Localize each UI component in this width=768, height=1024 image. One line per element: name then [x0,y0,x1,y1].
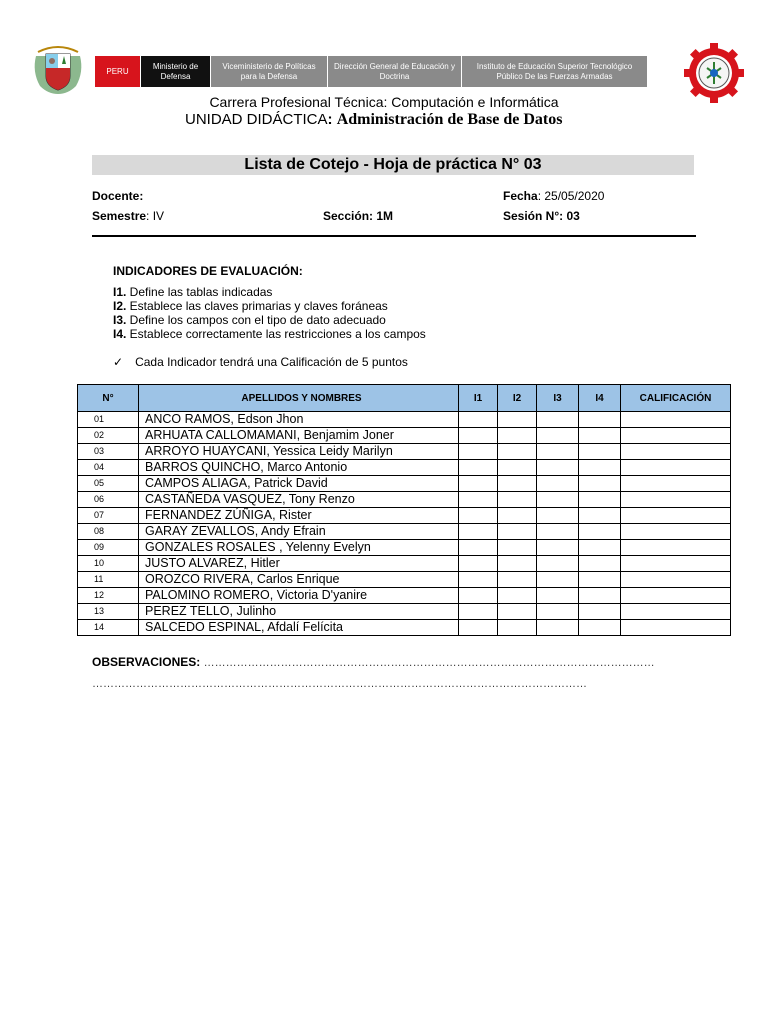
row-calificacion[interactable] [621,476,731,492]
col-header-i2: I2 [498,385,537,412]
banner-viceministerio: Viceministerio de Políticas para la Defensa [211,56,328,87]
docente-label: Docente: [92,189,144,203]
career-title: Carrera Profesional Técnica: Computación e Informática [209,94,559,110]
col-header-i4: I4 [579,385,621,412]
row-calificacion[interactable] [621,444,731,460]
row-i3[interactable] [537,428,579,444]
row-name: ARHUATA CALLOMAMANI, Benjamim Joner [139,428,459,444]
row-calificacion[interactable] [621,412,731,428]
row-number: 09 [78,540,139,556]
row-i4[interactable] [579,476,621,492]
table-row [78,588,731,604]
row-i3[interactable] [537,540,579,556]
checkmark-icon: ✓ [113,355,124,369]
table-row [78,620,731,636]
row-i2[interactable] [498,540,537,556]
row-number: 02 [78,428,139,444]
row-i2[interactable] [498,428,537,444]
row-i1[interactable] [459,444,498,460]
row-calificacion[interactable] [621,492,731,508]
sesion-value: : 03 [559,209,580,223]
row-calificacion[interactable] [621,508,731,524]
row-i2[interactable] [498,572,537,588]
row-i1[interactable] [459,412,498,428]
row-number: 08 [78,524,139,540]
row-i3[interactable] [537,508,579,524]
col-header-i3: I3 [537,385,579,412]
row-i4[interactable] [579,572,621,588]
banner-ministerio: Ministerio de Defensa [141,56,211,87]
row-i3[interactable] [537,604,579,620]
row-name: SALCEDO ESPINAL, Afdalí Felícita [139,620,459,636]
row-i2[interactable] [498,412,537,428]
col-header-calificacion: CALIFICACIÓN [621,385,731,412]
table-row [78,604,731,620]
seccion-label: Sección [323,209,370,223]
students-table [77,384,731,636]
banner-peru: PERU [95,56,141,87]
indicators-title: INDICADORES DE EVALUACIÓN: [113,264,303,278]
row-i2[interactable] [498,508,537,524]
indicator-3: I3. Define los campos con el tipo de dato adecuado [113,313,386,327]
semestre-field [92,209,164,223]
row-i2[interactable] [498,556,537,572]
row-name: CAMPOS ALIAGA, Patrick David [139,476,459,492]
row-i4[interactable] [579,444,621,460]
document-title: Lista de Cotejo - Hoja de práctica N° 03 [92,155,694,175]
row-number: 03 [78,444,139,460]
row-i2[interactable] [498,492,537,508]
indicator-4: I4. Establece correctamente las restricciones a los campos [113,327,426,341]
row-i1[interactable] [459,524,498,540]
col-header-i1: I1 [459,385,498,412]
seccion-value: : 1M [369,209,394,223]
row-i1[interactable] [459,492,498,508]
row-number: 06 [78,492,139,508]
observaciones-dots: …………………………………………………………………………………………………………… [203,657,655,669]
row-i2[interactable] [498,620,537,636]
unit-label: UNIDAD DIDÁCTICA [185,111,328,128]
row-i2[interactable] [498,476,537,492]
fecha-value: : 25/05/2020 [537,189,605,203]
row-name: GARAY ZEVALLOS, Andy Efrain [139,524,459,540]
row-i1[interactable] [459,428,498,444]
row-i3[interactable] [537,524,579,540]
row-i4[interactable] [579,540,621,556]
row-i4[interactable] [579,492,621,508]
row-i2[interactable] [498,604,537,620]
table-row [78,540,731,556]
row-i1[interactable] [459,476,498,492]
table-row [78,444,731,460]
row-calificacion[interactable] [621,604,731,620]
banner-direccion: Dirección General de Educación y Doctrina [328,56,462,87]
institution-banner [95,56,648,87]
row-i3[interactable] [537,620,579,636]
unit-line: UNIDAD DIDÁCTICA: Administración de Base de Datos [185,111,563,128]
coat-of-arms-icon [32,42,84,96]
row-calificacion[interactable] [621,620,731,636]
table-row [78,428,731,444]
table-header-row [78,385,731,412]
row-i4[interactable] [579,428,621,444]
table-row [78,508,731,524]
row-calificacion[interactable] [621,540,731,556]
row-i3[interactable] [537,412,579,428]
row-name: ARROYO HUAYCANI, Yessica Leidy Marilyn [139,444,459,460]
row-name: GONZALES ROSALES , Yelenny Evelyn [139,540,459,556]
row-name: JUSTO ALVAREZ, Hitler [139,556,459,572]
row-name: PEREZ TELLO, Julinho [139,604,459,620]
row-i2[interactable] [498,524,537,540]
row-i1[interactable] [459,460,498,476]
row-i4[interactable] [579,460,621,476]
row-i4[interactable] [579,412,621,428]
banner-instituto: Instituto de Educación Superior Tecnológico Público De las Fuerzas Armadas [462,56,648,87]
sesion-label: Sesión N° [503,209,560,223]
row-i4[interactable] [579,604,621,620]
row-calificacion[interactable] [621,588,731,604]
observaciones-line [92,655,655,669]
observaciones-dots-2: ……………………………………………………………………………………………………………………… [92,678,587,690]
observaciones-label: OBSERVACIONES: [92,655,201,669]
row-number: 01 [78,412,139,428]
table-row [78,412,731,428]
row-calificacion[interactable] [621,460,731,476]
row-calificacion[interactable] [621,524,731,540]
row-i2[interactable] [498,444,537,460]
row-number: 14 [78,620,139,636]
note-line [113,355,408,369]
seccion-field [323,209,393,223]
fecha-field [503,189,604,203]
col-header-name: APELLIDOS Y NOMBRES [139,385,459,412]
row-i4[interactable] [579,508,621,524]
row-i4[interactable] [579,556,621,572]
row-i1[interactable] [459,556,498,572]
table-row [78,524,731,540]
row-name: CASTAÑEDA VASQUEZ, Tony Renzo [139,492,459,508]
row-number: 11 [78,572,139,588]
row-i1[interactable] [459,572,498,588]
row-i4[interactable] [579,524,621,540]
row-number: 10 [78,556,139,572]
unit-value: Administración de Base de Datos [336,111,563,128]
row-calificacion[interactable] [621,556,731,572]
row-number: 07 [78,508,139,524]
row-i1[interactable] [459,620,498,636]
row-i1[interactable] [459,604,498,620]
table-row [78,572,731,588]
docente-field [92,189,143,203]
row-name: ANCO RAMOS, Edson Jhon [139,412,459,428]
semestre-label: Semestre [92,209,147,223]
row-i4[interactable] [579,588,621,604]
row-calificacion[interactable] [621,428,731,444]
table-row [78,492,731,508]
row-i4[interactable] [579,620,621,636]
row-number: 12 [78,588,139,604]
row-number: 13 [78,604,139,620]
fecha-label: Fecha [503,189,538,203]
row-i3[interactable] [537,588,579,604]
row-number: 04 [78,460,139,476]
note-text: Cada Indicador tendrá una Calificación de 5 puntos [135,355,408,369]
row-i3[interactable] [537,572,579,588]
sesion-field [503,209,580,223]
divider-rule [92,235,696,237]
row-i3[interactable] [537,460,579,476]
row-i1[interactable] [459,540,498,556]
indicator-1: I1. Define las tablas indicadas [113,285,273,299]
semestre-value: : IV [146,209,165,223]
table-row [78,460,731,476]
row-i1[interactable] [459,588,498,604]
row-i3[interactable] [537,556,579,572]
row-i2[interactable] [498,460,537,476]
indicator-2: I2. Establece las claves primarias y claves foráneas [113,299,388,313]
table-row [78,556,731,572]
row-number: 05 [78,476,139,492]
row-i3[interactable] [537,492,579,508]
row-name: PALOMINO ROMERO, Victoria D'yanire [139,588,459,604]
table-row [78,476,731,492]
row-name: OROZCO RIVERA, Carlos Enrique [139,572,459,588]
row-i3[interactable] [537,476,579,492]
row-name: FERNANDEZ ZÚÑIGA, Rister [139,508,459,524]
row-name: BARROS QUINCHO, Marco Antonio [139,460,459,476]
row-i3[interactable] [537,444,579,460]
col-header-num: N° [78,385,139,412]
row-i2[interactable] [498,588,537,604]
row-calificacion[interactable] [621,572,731,588]
row-i1[interactable] [459,508,498,524]
